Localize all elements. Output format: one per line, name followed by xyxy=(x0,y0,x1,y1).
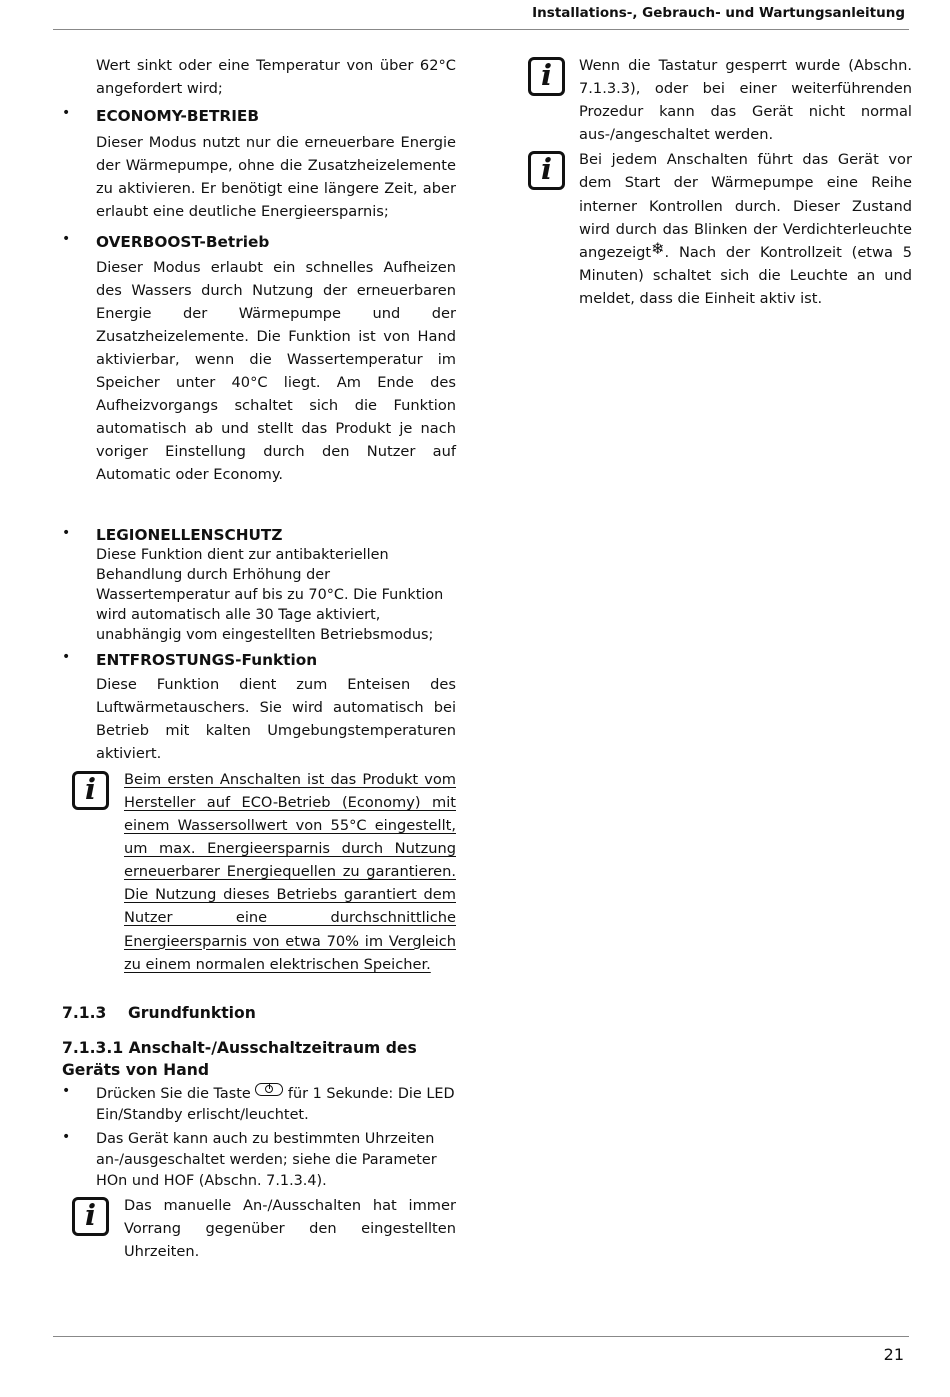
note-startup-checks-text: Bei jedem Anschalten führt das Gerät vor dem Start der Wärmepumpe eine Reihe interner Kontrollen durch. Dieser Zustand wird durch das Blinken der Verdichterleuchte angezeigt❄. Nach der Kontrollzeit (etwa 5 Minuten) schaltet sich die Leuchte an und meldet, dass die Einheit aktiv ist. xyxy=(579,151,912,307)
section-title: Grundfunktion xyxy=(128,1003,256,1022)
subsection-heading: 7.1.3.1 Anschalt-/Ausschaltzeitraum des Geräts von Hand xyxy=(62,1038,417,1079)
snowflake-icon: ❄ xyxy=(651,238,665,258)
note-default-mode-text: Beim ersten Anschalten ist das Produkt vom Hersteller auf ECO-Betrieb (Economy) mit einem Wassersollwert von 55°C eingestellt, um max. Energieersparnis durch Nutzung erneuerbarer Energiequellen zu garantieren. Die Nutzung dieses Betriebs garantiert dem Nutzer eine durchschnittliche Energieersparnis von etwa 70% im Vergleich zu einem normalen elektrischen Speicher. xyxy=(124,770,456,973)
power-key-icon xyxy=(255,1083,283,1096)
bullet: • xyxy=(62,1082,71,1099)
info-icon: i xyxy=(72,771,109,810)
list-item-press-key xyxy=(62,1083,456,1126)
overboost-heading: OVERBOOST-Betrieb xyxy=(96,232,270,251)
legionellen-text: Diese Funktion dient zur antibakteriellen Behandlung durch Erhöhung der Wassertemperatur auf bis zu 70°C. Die Funktion wird automatisch alle 30 Tage aktiviert, unabhängig vom eingestellten Betriebsmodus; xyxy=(96,546,444,643)
note-manual-priority-text: Das manuelle An-/Ausschalten hat immer Vorrang gegenüber den eingestellten Uhrzeiten. xyxy=(124,1196,456,1260)
bullet: • xyxy=(62,1128,71,1145)
bullet: • xyxy=(62,648,71,665)
section-heading xyxy=(62,1002,456,1024)
overboost-text: Dieser Modus erlaubt ein schnelles Aufheizen des Wassers durch Nutzung der erneuerbaren Energie der Wärmepumpe und der Zusatzheizelemente. Die Funktion ist von Hand aktivierbar, wenn die Wassertemperatur im Speicher unter 40°C liegt. Am Ende des Aufheizvorgangs schaltet sich die Funktion automatisch ab und stellt das Produkt je nach voriger Einstellung durch den Nutzer auf Automatic oder Economy. xyxy=(96,258,456,484)
info-note-startup-checks xyxy=(526,148,912,310)
entfrostung-heading: ENTFROSTUNGS-Funktion xyxy=(96,650,318,669)
header-title: Installations-, Gebrauch- und Wartungsanleitung xyxy=(532,5,905,21)
press-key-text: Drücken Sie die Taste für 1 Sekunde: Die LED Ein/Standby erlischt/leuchtet. xyxy=(96,1083,456,1126)
page-number: 21 xyxy=(883,1345,904,1364)
info-icon: i xyxy=(72,1197,109,1236)
left-column xyxy=(62,54,456,1263)
entfrostung-text: Diese Funktion dient zum Enteisen des Luftwärmetauschers. Sie wird automatisch bei Betrieb mit kalten Umgebungstemperaturen aktiviert. xyxy=(96,675,456,762)
info-icon: i xyxy=(528,57,565,96)
intro-continuation: Wert sinkt oder eine Temperatur von über 62°C angefordert wird; xyxy=(96,57,456,98)
info-note-keyboard-locked xyxy=(526,54,912,146)
list-item-overboost xyxy=(62,231,456,487)
bullet: • xyxy=(62,105,71,122)
page-header xyxy=(53,0,909,30)
list-item-entfrostung xyxy=(62,649,456,765)
legionellen-heading: LEGIONELLENSCHUTZ xyxy=(96,525,283,544)
list-item-schedule xyxy=(62,1129,456,1192)
economy-text: Dieser Modus nutzt nur die erneuerbare Energie der Wärmepumpe, ohne die Zusatzheizelemente zu aktivieren. Er benötigt eine längere Zeit, aber erlaubt eine deutliche Energieersparnis; xyxy=(96,134,456,221)
economy-heading: ECONOMY-BETRIEB xyxy=(96,107,260,126)
note-keyboard-locked-text: Wenn die Tastatur gesperrt wurde (Abschn. 7.1.3.3), oder bei einer weiterführenden Prozedur kann das Gerät nicht normal aus-/angeschaltet werden. xyxy=(579,57,912,144)
bullet: • xyxy=(62,524,71,541)
section-number: 7.1.3 xyxy=(62,1003,107,1022)
footer-rule xyxy=(53,1336,909,1337)
bullet: • xyxy=(62,230,71,247)
right-column xyxy=(526,54,912,310)
info-note-default-mode xyxy=(62,768,456,976)
list-item-economy xyxy=(62,105,456,223)
info-icon: i xyxy=(528,151,565,190)
list-item-legionellen xyxy=(62,525,456,645)
schedule-text: Das Gerät kann auch zu bestimmten Uhrzeiten an-/ausgeschaltet werden; siehe die Parameter HOn und HOF (Abschn. 7.1.3.4). xyxy=(96,1130,437,1189)
info-note-manual-priority xyxy=(62,1194,456,1263)
